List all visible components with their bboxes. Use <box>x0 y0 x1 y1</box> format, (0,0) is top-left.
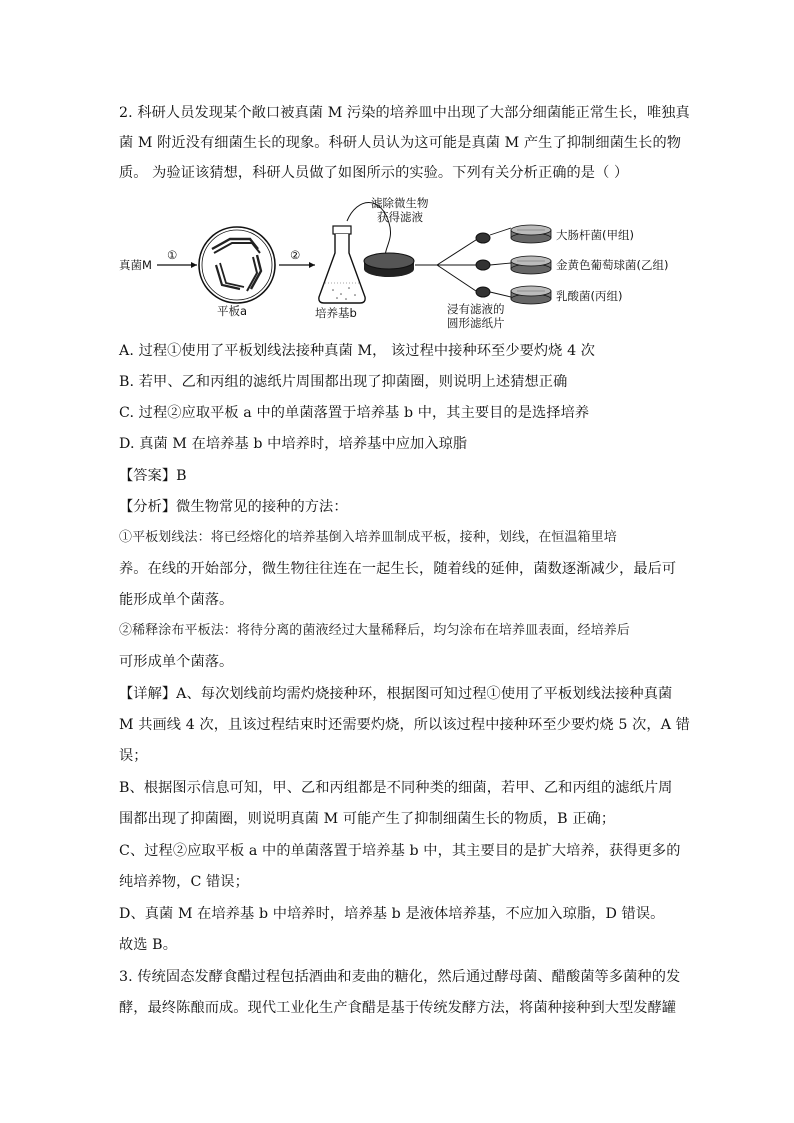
question-3-line-2: 酵，最终陈酿而成。现代工业化生产食醋是基于传统发酵方法，将菌种接种到大型发酵罐 <box>119 1000 677 1016</box>
detail-line-9: 故选 B。 <box>119 937 177 953</box>
fan-line-top <box>437 238 479 265</box>
analysis-method-2-line-2: 可形成单个菌落。 <box>119 654 234 670</box>
detail-line-1: 【详解】A、每次划线前均需灼烧接种环，根据图可知过程①使用了平板划线法接种真菌 <box>119 686 673 702</box>
arrow-step-1-head <box>191 262 197 268</box>
option-d: D. 真菌 M 在培养基 b 中培养时，培养基中应加入琼脂 <box>119 436 468 452</box>
detail-line-5: 围都出现了抑菌圈，则说明真菌 M 可能产生了抑制细菌生长的物质，B 正确； <box>119 811 616 827</box>
question-3-line-1: 3. 传统固态发酵食醋过程包括酒曲和麦曲的糖化，然后通过酵母菌、醋酸菌等多菌种的发 <box>119 969 681 985</box>
plate-a <box>199 227 275 303</box>
filter-paper-3 <box>476 287 490 297</box>
filter-paper-label-1: 浸有滤液的 <box>447 302 505 316</box>
connector-1 <box>490 228 511 235</box>
group-a-label: 大肠杆菌(甲组) <box>556 228 634 242</box>
connector-3 <box>490 292 511 297</box>
dish-group-a <box>511 225 551 243</box>
filter-label-line-1: 滤除微生物 <box>371 196 429 210</box>
detail-line-2: M 共画线 4 次，且该过程结束时还需要灼烧，所以该过程中接种环至少要灼烧 5 次，A 错 <box>119 717 690 733</box>
group-b-label: 金黄色葡萄球菌(乙组) <box>556 258 669 272</box>
answer: 【答案】B <box>119 468 187 484</box>
flask-b-label: 培养基b <box>315 306 357 320</box>
analysis-method-2-line-1: ②稀释涂布平板法：将待分离的菌液经过大量稀释后，均匀涂布在培养皿表面，经培养后 <box>119 623 630 638</box>
detail-line-6: C、过程②应取平板 a 中的单菌落置于培养基 b 中，其主要目的是扩大培养，获得更多的 <box>119 843 681 859</box>
plate-a-label: 平板a <box>217 304 248 318</box>
filter-paper-1 <box>476 233 490 243</box>
step-2-label: ② <box>290 248 301 262</box>
detail-line-8: D、真菌 M 在培养基 b 中培养时，培养基 b 是液体培养基，不应加入琼脂，D 错误。 <box>119 906 665 922</box>
connector-2 <box>490 263 511 265</box>
filter-paper-2 <box>476 260 490 270</box>
step-1-label: ① <box>167 248 178 262</box>
option-a: A. 过程①使用了平板划线法接种真菌 M， 该过程中接种环至少要灼烧 4 次 <box>119 343 596 359</box>
arrow-step-2-head <box>309 262 315 268</box>
group-c-label: 乳酸菌(丙组) <box>556 289 623 303</box>
fan-line-bottom <box>437 265 479 293</box>
flask-b <box>319 226 365 303</box>
detail-line-4: B、根据图示信息可知，甲、乙和丙组都是不同种类的细菌，若甲、乙和丙组的滤纸片周 <box>119 780 673 796</box>
option-c: C. 过程②应取平板 a 中的单菌落置于培养基 b 中，其主要目的是选择培养 <box>119 405 590 421</box>
analysis-method-1-line-3: 能形成单个菌落。 <box>119 592 234 608</box>
question-2-stem-line-3: 质。 为验证该猜想，科研人员做了如图所示的实验。下列有关分析正确的是（ ） <box>119 165 629 181</box>
dish-group-b <box>511 256 551 274</box>
analysis-method-1-line-2: 养。在线的开始部分，微生物往往连在一起生长，随着线的延伸，菌数逐渐减少，最后可 <box>119 561 677 577</box>
filter-paper-label-2: 圆形滤纸片 <box>447 316 505 330</box>
filter-label-line-2: 获得滤液 <box>377 210 423 224</box>
filtrate-dish <box>364 253 414 277</box>
detail-line-3: 误； <box>119 748 148 764</box>
option-b: B. 若甲、乙和丙组的滤纸片周围都出现了抑菌圈，则说明上述猜想正确 <box>119 374 568 390</box>
detail-line-7: 纯培养物，C 错误； <box>119 874 249 890</box>
analysis-method-1-line-1: ①平板划线法：将已经熔化的培养基倒入培养皿制成平板，接种，划线，在恒温箱里培 <box>119 530 617 545</box>
analysis-title: 【分析】微生物常见的接种的方法： <box>119 499 348 515</box>
question-2-stem-line-2: 菌 M 附近没有细菌生长的现象。科研人员认为这可能是真菌 M 产生了抑制细菌生长的物 <box>119 135 682 151</box>
dish-group-c <box>511 286 551 304</box>
fungus-m-label: 真菌M <box>119 258 152 272</box>
experiment-diagram <box>119 193 679 333</box>
question-2-stem-line-1: 2. 科研人员发现某个敞口被真菌 M 污染的培养皿中出现了大部分细菌能正常生长，唯独真 <box>119 105 690 121</box>
